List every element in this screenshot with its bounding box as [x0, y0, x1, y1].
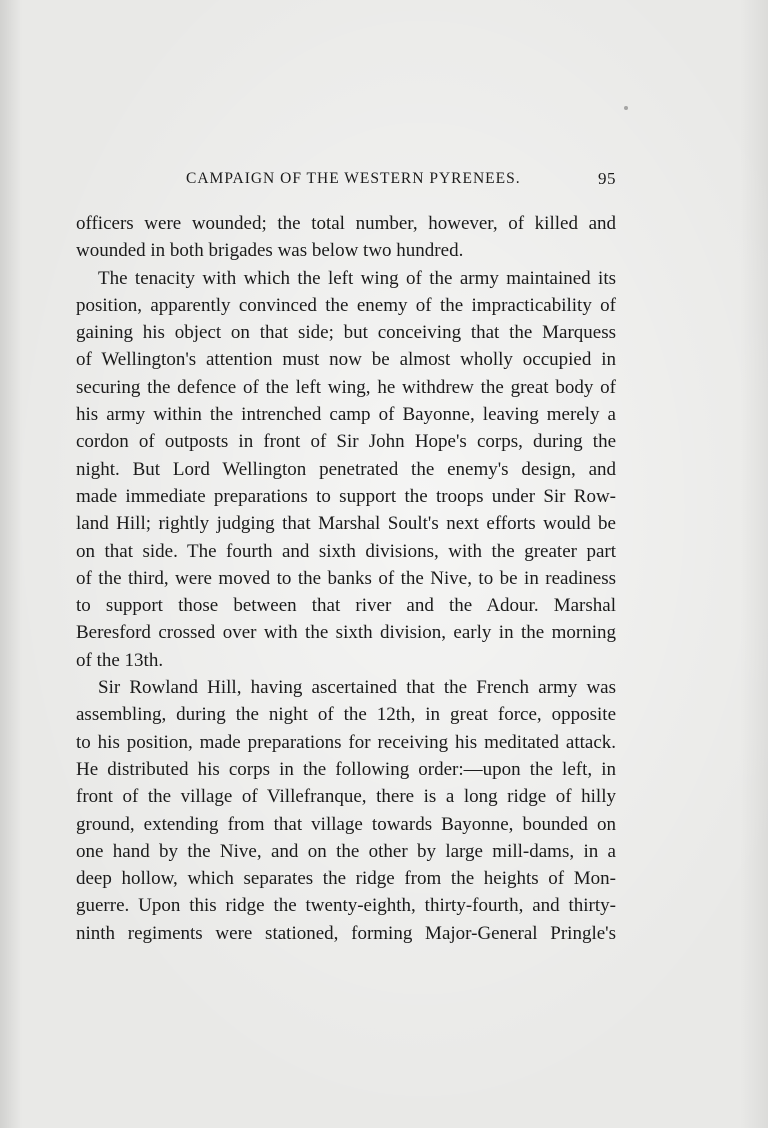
text-line: deep hollow, which separates the ridge from the heights of Mon- — [76, 868, 616, 890]
text-line: one hand by the Nive, and on the other by large mill-dams, in a — [76, 840, 616, 862]
text-line: made immediate preparations to support the troops under Sir Row- — [76, 485, 616, 507]
text-line: of the third, were moved to the banks of the Nive, to be in readiness — [76, 567, 616, 589]
page-number: 95 — [598, 169, 616, 188]
text-line: to his position, made preparations for receiving his meditated attack. — [76, 731, 616, 753]
text-line: his army within the intrenched camp of Bayonne, leaving merely a — [76, 404, 616, 426]
text-line: position, apparently convinced the enemy of the impracticability of — [76, 294, 616, 316]
text-line: assembling, during the night of the 12th, in great force, opposite — [76, 704, 616, 726]
running-title: CAMPAIGN OF THE WESTERN PYRENEES. — [186, 170, 521, 187]
text-line: to support those between that river and the Adour. Marshal — [76, 595, 616, 617]
running-head — [76, 170, 616, 192]
text-line: gaining his object on that side; but conceiving that the Marquess — [76, 322, 616, 344]
text-line: of Wellington's attention must now be almost wholly occupied in — [76, 349, 616, 371]
text-line: securing the defence of the left wing, he withdrew the great body of — [76, 376, 616, 398]
paper-speck — [624, 106, 628, 110]
text-line: night. But Lord Wellington penetrated the enemy's design, and — [76, 458, 616, 480]
text-line: officers were wounded; the total number, however, of killed and — [76, 213, 616, 234]
text-line: land Hill; rightly judging that Marshal Soult's next efforts would be — [76, 513, 616, 535]
text-line: cordon of outposts in front of Sir John Hope's corps, during the — [76, 431, 616, 453]
text-line: front of the village of Villefranque, there is a long ridge of hilly — [76, 786, 616, 808]
text-line: of the 13th. — [76, 649, 164, 671]
text-line: guerre. Upon this ridge the twenty-eighth, thirty-fourth, and thirty- — [76, 895, 616, 917]
text-line: ninth regiments were stationed, forming Major-General Pringle's — [76, 922, 616, 944]
body-text — [76, 210, 616, 947]
text-line: Beresford crossed over with the sixth division, early in the morning — [76, 622, 616, 644]
text-line: He distributed his corps in the following order:—upon the left, in — [76, 758, 616, 780]
text-line: ground, extending from that village towards Bayonne, bounded on — [76, 813, 616, 835]
text-line: wounded in both brigades was below two hundred. — [76, 240, 464, 262]
text-line: Sir Rowland Hill, having ascertained that the French army was — [98, 677, 616, 699]
text-line: on that side. The fourth and sixth divisions, with the greater part — [76, 540, 616, 562]
text-line: The tenacity with which the left wing of the army maintained its — [98, 267, 616, 289]
